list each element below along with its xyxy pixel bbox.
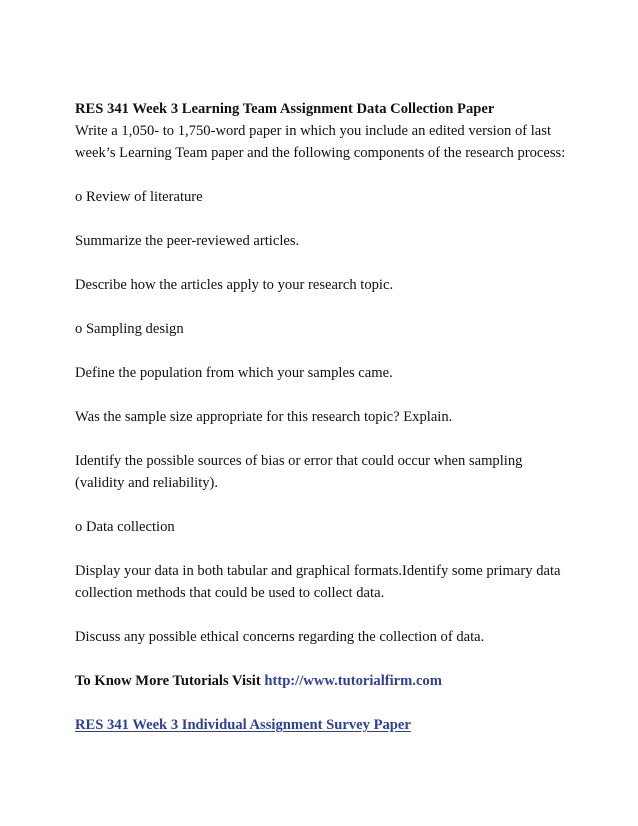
intro-paragraph: Write a 1,050- to 1,750-word paper in which you include an edited version of last week’s Learning Team paper and the following components of the research process: bbox=[75, 123, 566, 161]
tutorialfirm-link[interactable]: http://www.tutorialfirm.com bbox=[264, 673, 442, 689]
document-title: RES 341 Week 3 Learning Team Assignment Data Collection Paper bbox=[75, 101, 495, 117]
intro-block bbox=[75, 98, 575, 164]
instruction-bias: Identify the possible sources of bias or error that could occur when sampling (validity and reliability). bbox=[75, 453, 523, 491]
related-assignment-link[interactable]: RES 341 Week 3 Individual Assignment Survey Paper bbox=[75, 717, 411, 733]
document-page bbox=[75, 98, 575, 758]
instruction-summarize: Summarize the peer-reviewed articles. bbox=[75, 233, 300, 249]
related-line bbox=[75, 714, 575, 736]
section-heading-literature: o Review of literature bbox=[75, 189, 203, 205]
instruction-define-population: Define the population from which your samples came. bbox=[75, 365, 393, 381]
visit-line bbox=[75, 670, 575, 692]
instruction-display-data: Display your data in both tabular and graphical formats.Identify some primary data collection methods that could be used to collect data. bbox=[75, 563, 561, 601]
section-heading-data-collection: o Data collection bbox=[75, 519, 175, 535]
instruction-describe: Describe how the articles apply to your research topic. bbox=[75, 277, 394, 293]
visit-label: To Know More Tutorials Visit bbox=[75, 673, 265, 689]
instruction-ethical: Discuss any possible ethical concerns regarding the collection of data. bbox=[75, 629, 485, 645]
instruction-sample-size: Was the sample size appropriate for this research topic? Explain. bbox=[75, 409, 453, 425]
section-heading-sampling: o Sampling design bbox=[75, 321, 184, 337]
